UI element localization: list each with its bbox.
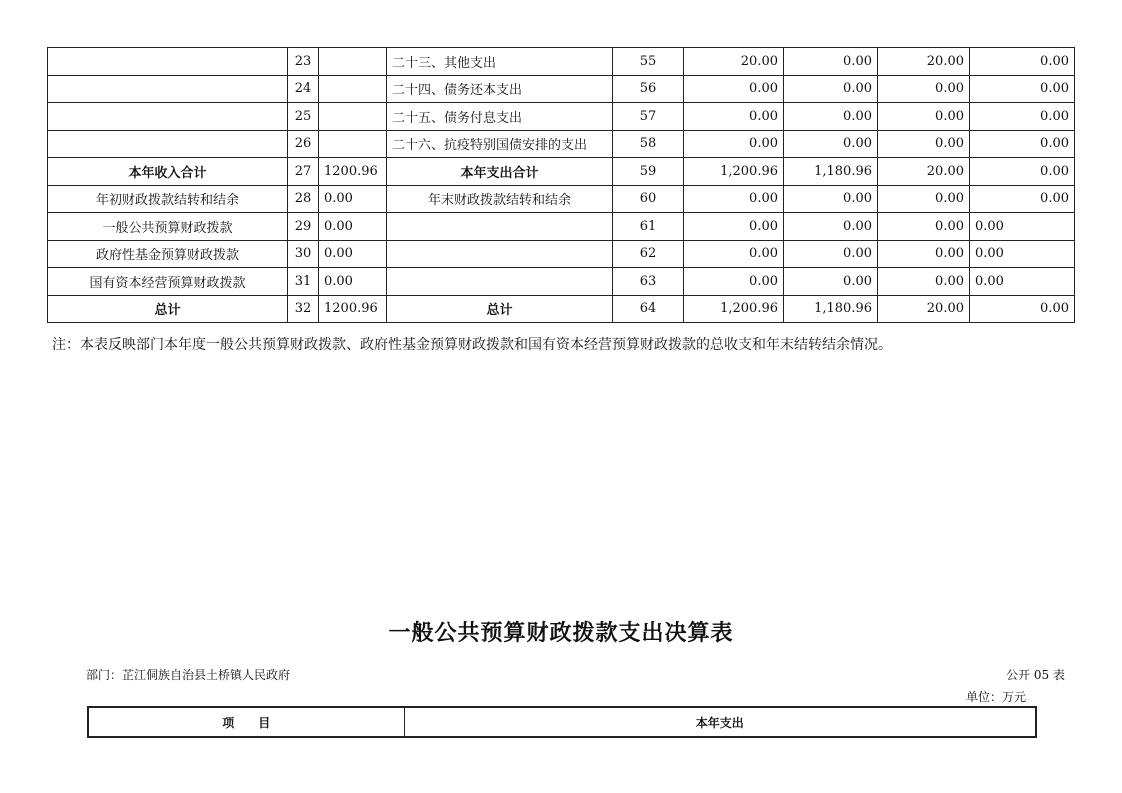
expense-total-cell: 1,200.96 — [684, 295, 784, 323]
expense-total-cell: 0.00 — [684, 75, 784, 103]
expense-project-cell: 0.00 — [878, 185, 970, 213]
expense-item-cell: 二十三、其他支出 — [387, 48, 613, 76]
expense-item-cell: 二十四、债务还本支出 — [387, 75, 613, 103]
expense-item-cell: 年末财政拨款结转和结余 — [387, 185, 613, 213]
table-row — [48, 103, 1075, 131]
income-item-cell — [48, 130, 288, 158]
expense-extra-cell: 0.00 — [970, 75, 1075, 103]
header-row — [88, 707, 1036, 737]
expense-row-number: 60 — [613, 185, 684, 213]
expense-total-cell: 0.00 — [684, 213, 784, 241]
expense-extra-cell: 0.00 — [970, 103, 1075, 131]
table-row — [48, 213, 1075, 241]
expense-project-cell: 0.00 — [878, 75, 970, 103]
page-title: 一般公共预算财政拨款支出决算表 — [388, 620, 734, 646]
income-item-cell: 本年收入合计 — [48, 158, 288, 186]
income-row-number: 27 — [288, 158, 319, 186]
table-row — [48, 268, 1075, 296]
income-item-cell — [48, 103, 288, 131]
table-row — [48, 130, 1075, 158]
income-item-cell: 总计 — [48, 295, 288, 323]
expense-basic-cell: 0.00 — [784, 213, 878, 241]
unit-label: 单位：万元 — [965, 690, 1026, 704]
expense-project-cell: 0.00 — [878, 213, 970, 241]
income-amount-cell — [319, 103, 387, 131]
expense-basic-cell: 0.00 — [784, 103, 878, 131]
expense-project-cell: 0.00 — [878, 240, 970, 268]
expense-row-number: 55 — [613, 48, 684, 76]
expense-basic-cell: 0.00 — [784, 240, 878, 268]
expense-extra-cell: 0.00 — [970, 268, 1075, 296]
income-amount-cell: 1200.96 — [319, 295, 387, 323]
expense-row-number: 56 — [613, 75, 684, 103]
expense-row-number: 62 — [613, 240, 684, 268]
income-row-number: 29 — [288, 213, 319, 241]
table-row — [48, 185, 1075, 213]
income-row-number: 30 — [288, 240, 319, 268]
income-amount-cell: 1200.96 — [319, 158, 387, 186]
department-label: 部门：芷江侗族自治县土桥镇人民政府 — [86, 668, 291, 682]
table-row — [48, 240, 1075, 268]
expense-basic-cell: 0.00 — [784, 268, 878, 296]
expense-item-cell: 总计 — [387, 295, 613, 323]
income-row-number: 24 — [288, 75, 319, 103]
expense-item-cell — [387, 268, 613, 296]
expense-project-cell: 0.00 — [878, 103, 970, 131]
expense-item-cell — [387, 240, 613, 268]
expense-basic-cell: 1,180.96 — [784, 295, 878, 323]
income-row-number: 25 — [288, 103, 319, 131]
expense-total-cell: 0.00 — [684, 268, 784, 296]
expense-total-cell: 0.00 — [684, 240, 784, 268]
expense-extra-cell: 0.00 — [970, 130, 1075, 158]
expense-project-cell: 20.00 — [878, 158, 970, 186]
expense-row-number: 63 — [613, 268, 684, 296]
expense-basic-cell: 1,180.96 — [784, 158, 878, 186]
expense-item-cell — [387, 213, 613, 241]
income-expense-table — [47, 47, 1075, 323]
income-amount-cell: 0.00 — [319, 240, 387, 268]
table-row — [48, 158, 1075, 186]
expense-basic-cell: 0.00 — [784, 130, 878, 158]
income-row-number: 32 — [288, 295, 319, 323]
expense-basic-cell: 0.00 — [784, 75, 878, 103]
expense-project-cell: 20.00 — [878, 295, 970, 323]
income-item-cell — [48, 48, 288, 76]
income-row-number: 31 — [288, 268, 319, 296]
header-current-expenditure: 本年支出 — [404, 707, 1036, 737]
expense-basic-cell: 0.00 — [784, 185, 878, 213]
expense-total-cell: 20.00 — [684, 48, 784, 76]
expense-item-cell: 二十五、债务付息支出 — [387, 103, 613, 131]
table-note: 注：本表反映部门本年度一般公共预算财政拨款、政府性基金预算财政拨款和国有资本经营预算财政拨款的总收支和年末结转结余情况。 — [52, 337, 892, 353]
expense-item-cell: 二十六、抗疫特别国债安排的支出 — [387, 130, 613, 158]
expense-project-cell: 20.00 — [878, 48, 970, 76]
expense-extra-cell: 0.00 — [970, 295, 1075, 323]
income-amount-cell — [319, 75, 387, 103]
table-row — [48, 48, 1075, 76]
income-item-cell: 一般公共预算财政拨款 — [48, 213, 288, 241]
income-item-cell: 政府性基金预算财政拨款 — [48, 240, 288, 268]
expense-row-number: 58 — [613, 130, 684, 158]
income-item-cell: 国有资本经营预算财政拨款 — [48, 268, 288, 296]
table-row — [48, 75, 1075, 103]
expense-row-number: 57 — [613, 103, 684, 131]
income-amount-cell: 0.00 — [319, 213, 387, 241]
income-row-number: 26 — [288, 130, 319, 158]
expense-total-cell: 1,200.96 — [684, 158, 784, 186]
income-row-number: 28 — [288, 185, 319, 213]
expense-project-cell: 0.00 — [878, 130, 970, 158]
expense-total-cell: 0.00 — [684, 185, 784, 213]
income-row-number: 23 — [288, 48, 319, 76]
expense-row-number: 59 — [613, 158, 684, 186]
income-amount-cell — [319, 48, 387, 76]
table-body — [48, 48, 1075, 323]
expenditure-header-table — [87, 706, 1037, 738]
expense-extra-cell: 0.00 — [970, 240, 1075, 268]
expense-row-number: 61 — [613, 213, 684, 241]
income-item-cell — [48, 75, 288, 103]
expense-project-cell: 0.00 — [878, 268, 970, 296]
header-item: 项 目 — [88, 707, 404, 737]
income-item-cell: 年初财政拨款结转和结余 — [48, 185, 288, 213]
table-number: 公开 05 表 — [1006, 668, 1065, 682]
expense-extra-cell: 0.00 — [970, 185, 1075, 213]
expense-row-number: 64 — [613, 295, 684, 323]
expense-total-cell: 0.00 — [684, 103, 784, 131]
expense-item-cell: 本年支出合计 — [387, 158, 613, 186]
expense-basic-cell: 0.00 — [784, 48, 878, 76]
income-amount-cell: 0.00 — [319, 185, 387, 213]
expense-extra-cell: 0.00 — [970, 213, 1075, 241]
income-amount-cell: 0.00 — [319, 268, 387, 296]
table-row — [48, 295, 1075, 323]
expense-extra-cell: 0.00 — [970, 158, 1075, 186]
expense-total-cell: 0.00 — [684, 130, 784, 158]
income-amount-cell — [319, 130, 387, 158]
expense-extra-cell: 0.00 — [970, 48, 1075, 76]
